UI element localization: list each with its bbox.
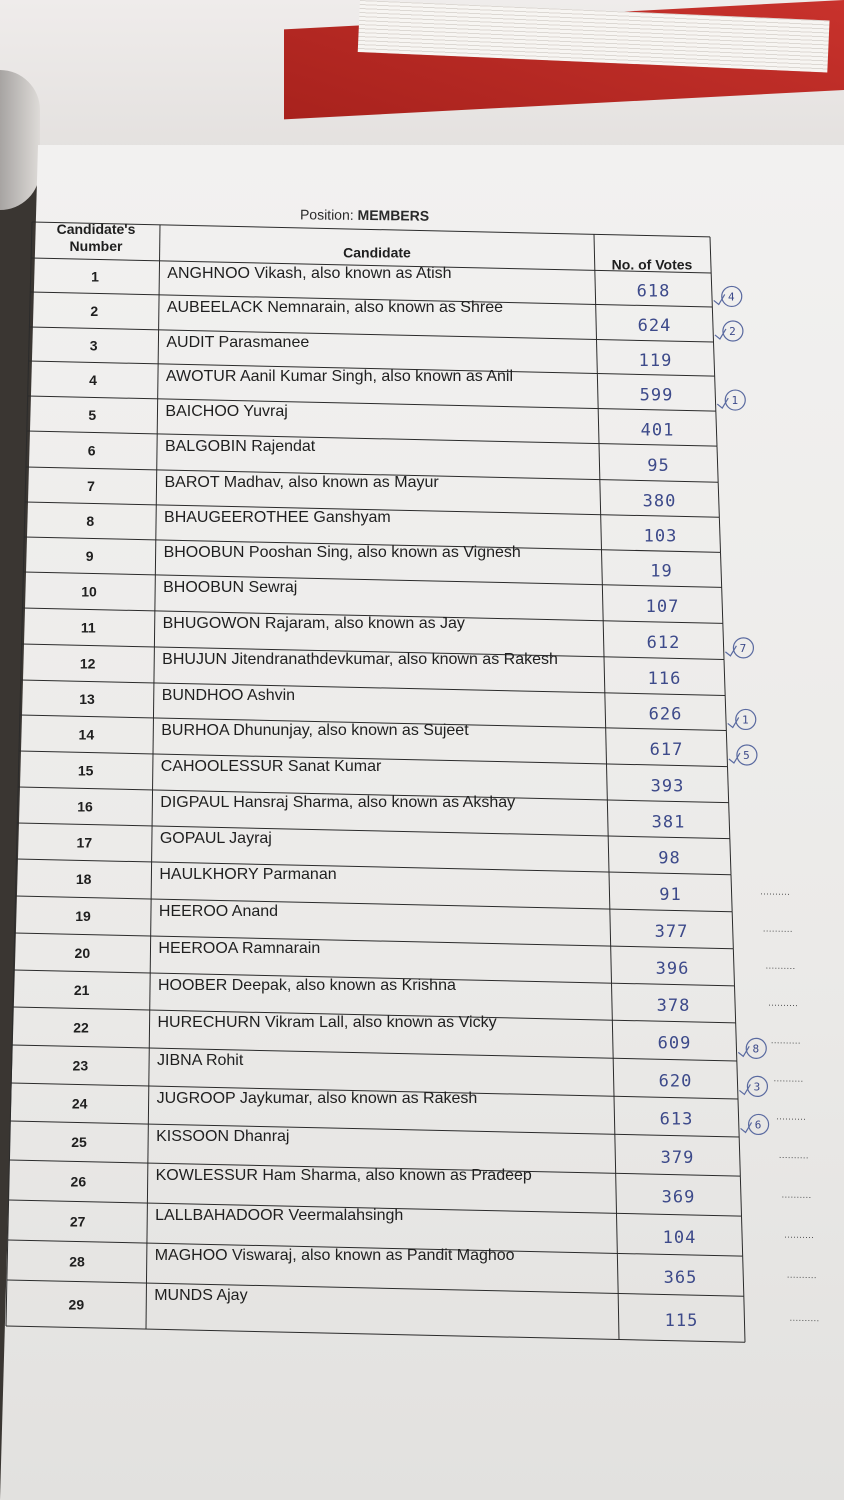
column-rule bbox=[10, 1083, 11, 1121]
row-votes: 393 bbox=[650, 776, 685, 797]
column-rule bbox=[14, 933, 15, 970]
tick-mark bbox=[739, 1084, 750, 1094]
row-votes: 103 bbox=[643, 526, 678, 547]
rank-number: 4 bbox=[727, 290, 736, 304]
row-candidate: AUBEELACK Nemnarain, also known as Shree bbox=[166, 299, 504, 317]
row-votes: 95 bbox=[647, 455, 670, 476]
column-rule bbox=[616, 1173, 617, 1213]
row-candidate: AUDIT Parasmanee bbox=[166, 334, 310, 352]
row-number: 10 bbox=[81, 583, 97, 600]
column-rule bbox=[22, 608, 23, 644]
row-votes: 119 bbox=[638, 350, 673, 371]
row-number: 11 bbox=[80, 619, 96, 636]
row-number: 8 bbox=[86, 512, 95, 529]
row-number: 18 bbox=[75, 870, 92, 887]
signature-line bbox=[777, 1119, 807, 1120]
row-candidate: MAGHOO Viswaraj, also known as Pandit Maghoo bbox=[154, 1247, 515, 1265]
signature-line bbox=[790, 1320, 820, 1321]
row-candidate: BHAUGEEROTHEE Ganshyam bbox=[164, 509, 391, 527]
column-rule bbox=[603, 621, 604, 657]
row-rule bbox=[21, 680, 725, 695]
rank-number: 2 bbox=[729, 324, 737, 338]
signature-line bbox=[769, 1005, 799, 1006]
signature-line bbox=[774, 1081, 804, 1082]
row-rule bbox=[16, 896, 733, 912]
signature-line bbox=[785, 1237, 815, 1238]
row-votes: 116 bbox=[647, 669, 682, 690]
column-rule bbox=[612, 983, 613, 1020]
column-rule bbox=[728, 767, 729, 803]
row-number: 19 bbox=[75, 907, 91, 924]
column-rule bbox=[17, 787, 18, 823]
column-rule bbox=[733, 949, 734, 986]
row-votes: 613 bbox=[659, 1109, 694, 1130]
row-candidate: JIBNA Rohit bbox=[157, 1052, 244, 1070]
column-rule bbox=[13, 970, 14, 1007]
row-rule bbox=[12, 1045, 737, 1061]
column-rule bbox=[24, 502, 25, 537]
row-candidate: BHUGOWON Rajaram, also known as Jay bbox=[162, 615, 465, 633]
row-number: 3 bbox=[89, 337, 98, 354]
column-rule bbox=[27, 396, 28, 431]
column-rule bbox=[712, 307, 713, 342]
column-rule bbox=[738, 1099, 739, 1137]
row-number: 15 bbox=[77, 762, 94, 779]
column-rule bbox=[29, 292, 30, 327]
column-rule bbox=[718, 482, 719, 517]
row-votes: 369 bbox=[661, 1187, 696, 1208]
row-number: 28 bbox=[69, 1253, 85, 1270]
row-votes: 107 bbox=[645, 597, 680, 618]
row-rule bbox=[28, 396, 716, 411]
row-candidate: JUGROOP Jaykumar, also known as Rakesh bbox=[156, 1090, 478, 1108]
column-rule bbox=[594, 234, 595, 270]
column-rule bbox=[730, 839, 731, 875]
rank-number: 8 bbox=[752, 1042, 761, 1056]
column-rule bbox=[20, 680, 21, 715]
column-rule bbox=[613, 1058, 614, 1096]
row-rule bbox=[23, 572, 721, 587]
row-number: 24 bbox=[71, 1095, 88, 1112]
column-rule bbox=[610, 909, 611, 946]
row-votes: 380 bbox=[642, 491, 677, 512]
row-number: 7 bbox=[87, 477, 95, 494]
row-candidate: BUNDHOO Ashvin bbox=[161, 687, 296, 705]
row-votes: 624 bbox=[637, 316, 672, 337]
row-number: 27 bbox=[69, 1213, 86, 1230]
column-rule bbox=[732, 912, 733, 949]
row-number: 25 bbox=[71, 1134, 87, 1151]
row-number: 9 bbox=[85, 547, 94, 564]
signature-line bbox=[772, 1043, 802, 1044]
row-rule bbox=[7, 1280, 744, 1296]
row-candidate: BHOOBUN Pooshan Sing, also known as Vignesh bbox=[163, 544, 521, 562]
tick-mark bbox=[725, 646, 736, 656]
row-candidate: HOOBER Deepak, also known as Krishna bbox=[157, 977, 456, 995]
column-rule bbox=[28, 361, 29, 396]
row-candidate: BHUJUN Jitendranathdevkumar, also known as Rakesh bbox=[162, 651, 558, 669]
rank-number: 1 bbox=[731, 394, 740, 408]
header-votes: No. of Votes bbox=[611, 256, 693, 273]
tick-mark bbox=[717, 398, 728, 408]
column-rule bbox=[18, 751, 19, 787]
rank-number: 5 bbox=[743, 749, 751, 763]
row-number: 22 bbox=[73, 1019, 89, 1036]
column-rule bbox=[722, 587, 723, 623]
column-rule bbox=[16, 859, 17, 896]
column-rule bbox=[15, 896, 16, 933]
row-candidate: KISSOON Dhanraj bbox=[156, 1128, 290, 1146]
row-votes: 19 bbox=[650, 561, 673, 582]
column-rule bbox=[602, 585, 603, 621]
row-votes: 618 bbox=[636, 281, 671, 302]
column-rule bbox=[607, 800, 608, 836]
column-rule bbox=[744, 1296, 745, 1342]
row-candidate: HEEROO Anand bbox=[158, 903, 279, 921]
tick-mark bbox=[741, 1122, 752, 1132]
column-rule bbox=[612, 1020, 613, 1058]
tick-mark bbox=[728, 717, 739, 727]
column-rule bbox=[710, 237, 711, 273]
row-rule bbox=[6, 1326, 745, 1342]
column-rule bbox=[737, 1061, 738, 1099]
column-rule bbox=[31, 222, 32, 258]
column-rule bbox=[597, 374, 598, 409]
row-votes: 115 bbox=[664, 1310, 699, 1331]
tick-mark bbox=[714, 294, 725, 304]
column-rule bbox=[22, 572, 23, 608]
column-rule bbox=[740, 1176, 741, 1216]
column-rule bbox=[723, 623, 724, 659]
column-rule bbox=[716, 411, 717, 446]
column-rule bbox=[609, 872, 610, 909]
column-rule bbox=[725, 695, 726, 730]
row-rule bbox=[15, 933, 734, 949]
row-candidate: BHOOBUN Sewraj bbox=[163, 579, 298, 597]
column-rule bbox=[595, 270, 596, 304]
row-candidate: HEEROOA Ramnarain bbox=[158, 940, 321, 958]
row-votes: 609 bbox=[657, 1033, 692, 1054]
column-rule bbox=[605, 693, 606, 728]
column-rule bbox=[607, 764, 608, 800]
signature-line bbox=[788, 1277, 818, 1278]
column-rule bbox=[7, 1240, 8, 1280]
column-rule bbox=[597, 339, 598, 373]
column-rule bbox=[617, 1253, 618, 1293]
signature-line bbox=[766, 968, 796, 969]
column-rule bbox=[617, 1213, 618, 1253]
row-rule bbox=[29, 327, 713, 342]
column-rule bbox=[23, 537, 24, 572]
row-votes: 612 bbox=[646, 633, 681, 654]
column-rule bbox=[599, 444, 600, 480]
rank-number: 6 bbox=[754, 1118, 763, 1132]
column-rule bbox=[604, 657, 605, 693]
row-number: 20 bbox=[74, 944, 91, 961]
header-number: Candidate's Number bbox=[56, 221, 136, 254]
column-rule bbox=[9, 1160, 10, 1200]
row-candidate: LALLBAHADOOR Veermalahsingh bbox=[155, 1207, 404, 1225]
column-rule bbox=[25, 467, 26, 502]
column-rule bbox=[600, 480, 601, 515]
signature-line bbox=[764, 931, 794, 932]
column-rule bbox=[21, 644, 22, 680]
column-rule bbox=[614, 1096, 615, 1134]
column-rule bbox=[729, 803, 730, 839]
row-number: 23 bbox=[72, 1057, 89, 1074]
column-rule bbox=[29, 327, 30, 361]
row-candidate: GOPAUL Jayraj bbox=[159, 830, 272, 848]
position-label: Position: bbox=[299, 206, 354, 223]
column-rule bbox=[735, 986, 736, 1023]
column-rule bbox=[717, 446, 718, 482]
row-votes: 91 bbox=[659, 884, 682, 905]
row-votes: 377 bbox=[654, 921, 689, 942]
row-number: 1 bbox=[91, 268, 99, 285]
row-rule bbox=[16, 859, 731, 875]
column-rule bbox=[19, 715, 20, 751]
column-rule bbox=[601, 515, 602, 550]
column-rule bbox=[736, 1023, 737, 1061]
column-rule bbox=[9, 1121, 10, 1160]
column-rule bbox=[615, 1134, 616, 1173]
column-rule bbox=[726, 731, 727, 767]
column-rule bbox=[715, 376, 716, 411]
column-rule bbox=[714, 342, 715, 376]
row-votes: 626 bbox=[648, 704, 683, 725]
rank-number: 7 bbox=[739, 641, 748, 655]
row-votes: 379 bbox=[660, 1148, 695, 1169]
column-rule bbox=[26, 431, 27, 467]
row-votes: 401 bbox=[640, 420, 675, 441]
row-number: 17 bbox=[76, 834, 93, 851]
tick-mark bbox=[729, 753, 740, 763]
column-rule bbox=[596, 304, 597, 339]
row-number: 16 bbox=[77, 798, 93, 815]
row-number: 26 bbox=[70, 1173, 87, 1190]
row-votes: 98 bbox=[658, 848, 681, 869]
column-rule bbox=[611, 946, 612, 983]
row-candidate: KOWLESSUR Ham Sharma, also known as Pradeep bbox=[155, 1167, 532, 1185]
signature-line bbox=[761, 894, 791, 895]
position-value: MEMBERS bbox=[357, 206, 430, 224]
row-number: 2 bbox=[90, 302, 99, 319]
row-number: 14 bbox=[78, 726, 95, 743]
row-candidate: MUNDS Ajay bbox=[154, 1287, 248, 1305]
row-rule bbox=[27, 431, 717, 446]
row-votes: 104 bbox=[662, 1227, 697, 1248]
row-rule bbox=[10, 1121, 739, 1137]
column-rule bbox=[721, 552, 722, 587]
row-candidate: CAHOOLESSUR Sanat Kumar bbox=[160, 758, 382, 776]
rank-number: 3 bbox=[753, 1080, 762, 1094]
column-rule bbox=[608, 836, 609, 872]
row-votes: 599 bbox=[639, 385, 674, 406]
signature-line bbox=[782, 1197, 812, 1198]
tick-mark bbox=[715, 329, 726, 339]
row-rule bbox=[17, 823, 730, 839]
column-rule bbox=[711, 273, 712, 307]
row-number: 21 bbox=[73, 982, 90, 999]
column-rule bbox=[598, 409, 599, 444]
row-candidate: BAICHOO Yuvraj bbox=[165, 403, 288, 421]
column-rule bbox=[11, 1045, 12, 1083]
row-candidate: BURHOA Dhununjay, also known as Sujeet bbox=[161, 722, 469, 740]
column-rule bbox=[731, 875, 732, 912]
row-candidate: ANGHNOO Vikash, also known as Atish bbox=[167, 264, 452, 282]
column-rule bbox=[743, 1256, 744, 1296]
row-votes: 617 bbox=[649, 740, 684, 761]
column-rule bbox=[742, 1216, 743, 1256]
row-votes: 620 bbox=[658, 1071, 693, 1092]
row-votes: 365 bbox=[663, 1267, 698, 1288]
row-number: 12 bbox=[79, 655, 96, 672]
row-candidate: BAROT Madhav, also known as Mayur bbox=[164, 474, 439, 492]
column-rule bbox=[30, 258, 31, 292]
row-candidate: HURECHURN Vikram Lall, also known as Vicky bbox=[157, 1014, 497, 1032]
header-candidate: Candidate bbox=[343, 244, 411, 261]
column-rule bbox=[602, 550, 603, 585]
column-rule bbox=[606, 728, 607, 764]
column-rule bbox=[16, 823, 17, 859]
column-rule bbox=[8, 1200, 9, 1240]
column-rule bbox=[12, 1007, 13, 1045]
row-number: 4 bbox=[89, 371, 97, 388]
column-rule bbox=[618, 1293, 619, 1339]
row-candidate: BALGOBIN Rajendat bbox=[164, 438, 316, 456]
column-rule bbox=[739, 1137, 740, 1176]
column-rule bbox=[6, 1280, 7, 1326]
row-candidate: HAULKHORY Parmanan bbox=[159, 866, 337, 884]
row-votes: 381 bbox=[651, 812, 686, 833]
signature-line bbox=[780, 1157, 810, 1158]
rank-number: 1 bbox=[741, 713, 750, 727]
row-votes: 378 bbox=[656, 996, 691, 1017]
column-rule bbox=[719, 517, 720, 552]
row-number: 5 bbox=[88, 406, 97, 423]
row-number: 6 bbox=[87, 442, 96, 459]
row-candidate: DIGPAUL Hansraj Sharma, also known as Akshay bbox=[160, 794, 516, 812]
row-votes: 396 bbox=[655, 958, 690, 979]
column-rule bbox=[724, 659, 725, 695]
row-number: 29 bbox=[68, 1296, 85, 1313]
row-candidate: AWOTUR Aanil Kumar Singh, also known as Anil bbox=[165, 368, 514, 386]
row-number: 13 bbox=[79, 690, 95, 707]
tick-mark bbox=[738, 1046, 749, 1056]
